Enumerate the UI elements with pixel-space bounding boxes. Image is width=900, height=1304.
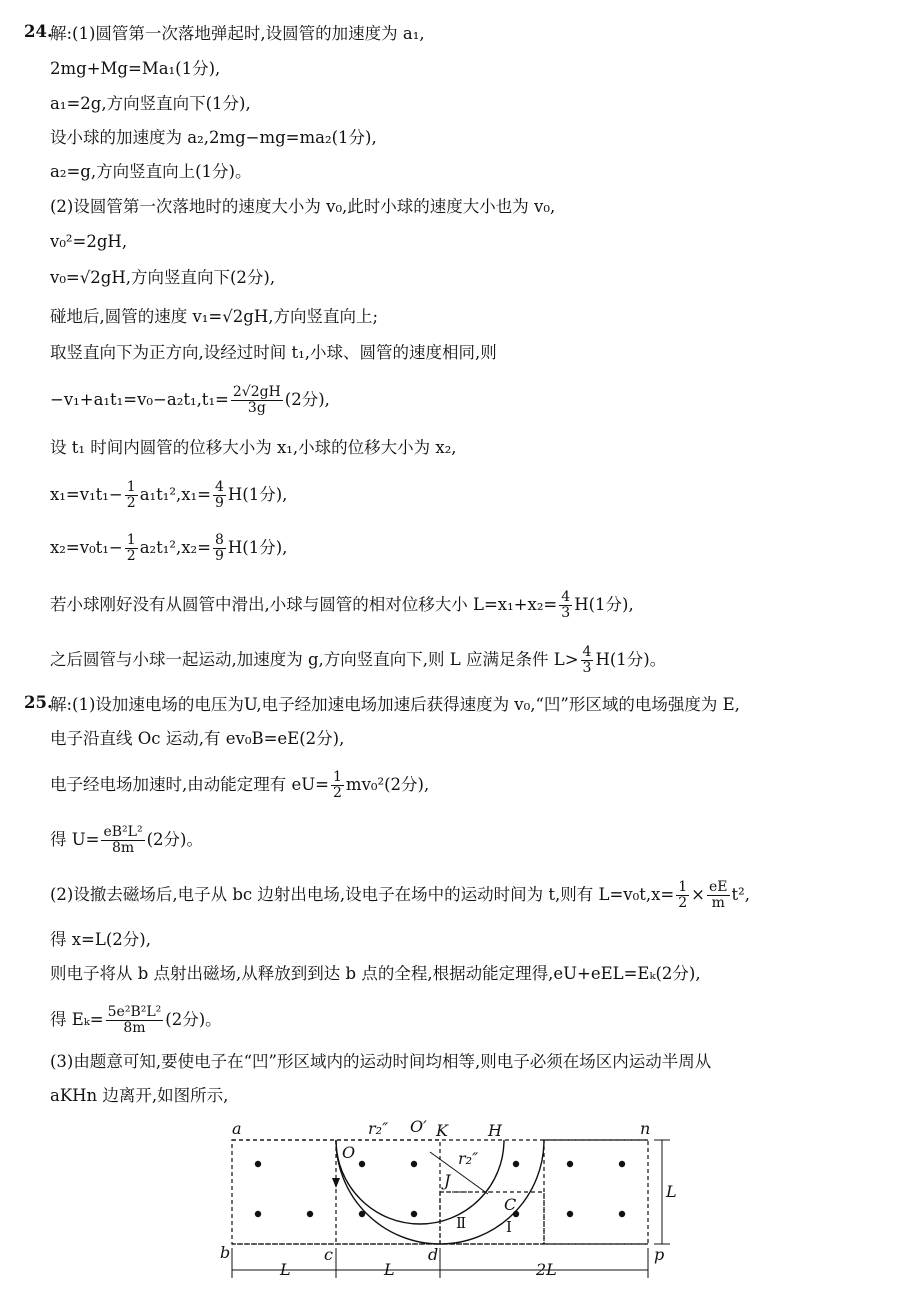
label-n: n — [640, 1119, 651, 1138]
q24-line-16 — [50, 645, 666, 676]
fraction-t1 — [231, 385, 283, 416]
numerator: 1 — [678, 879, 688, 895]
q24-l14-tail: H(1分), — [227, 538, 288, 557]
q24-l13-tail: H(1分), — [227, 485, 288, 504]
q24-l14-text: x₂=v₀t₁− — [50, 538, 123, 557]
q25-line-8 — [50, 1005, 222, 1036]
q25-l5-tail: t², — [731, 885, 751, 904]
q24-line-3: a₁=2g,方向竖直向下(1分), — [50, 94, 251, 113]
fraction-Ek — [106, 1005, 164, 1036]
q24-line-8: v₀=√2gH,方向竖直向下(2分), — [50, 268, 276, 287]
q25-line-1: 解:(1)设加速电场的电压为U,电子经加速电场加速后获得速度为 v₀,“凹”形区域的电场强度为 E, — [50, 695, 740, 714]
q25-l4-text: 得 U= — [50, 830, 100, 849]
q25-l5-text: (2)设撤去磁场后,电子从 bc 边射出电场,设电子在场中的运动时间为 t,则有 L=v₀t,x= — [50, 885, 675, 904]
label-r2-mid: r₂″ — [458, 1149, 479, 1168]
q24-l13-mid: a₁t₁²,x₁= — [139, 485, 211, 504]
field-region-figure — [210, 1118, 690, 1300]
label-K: K — [436, 1121, 448, 1140]
q25-line-6: 得 x=L(2分), — [50, 930, 151, 949]
q25-line-5 — [50, 880, 750, 911]
q24-line-1: 解:(1)圆管第一次落地弹起时,设圆管的加速度为 a₁, — [50, 24, 425, 43]
numerator: eE — [709, 879, 728, 895]
numerator: 1 — [126, 532, 136, 548]
fraction-eE-m — [707, 880, 730, 911]
q24-line-9: 碰地后,圆管的速度 v₁=√2gH,方向竖直向上; — [50, 307, 379, 326]
denominator: 9 — [215, 548, 224, 564]
q24-line-11 — [50, 385, 330, 416]
q25-line-9: (3)由题意可知,要使电子在“凹”形区域内的运动时间均相等,则电子必须在场区内运动半周从 — [50, 1052, 712, 1071]
q24-l16-tail: H(1分)。 — [595, 650, 667, 669]
denominator: 2 — [126, 495, 136, 511]
q25-l8-tail: (2分)。 — [165, 1010, 222, 1029]
denominator: 2 — [678, 895, 688, 911]
q25-line-3 — [50, 770, 429, 801]
q25-line-4 — [50, 825, 203, 856]
fraction-half — [125, 533, 138, 564]
q24-line-2: 2mg+Mg=Ma₁(1分), — [50, 59, 221, 78]
q24-line-5: a₂=g,方向竖直向上(1分)。 — [50, 162, 252, 181]
numerator: 2√2gH — [232, 384, 281, 400]
label-C: C — [504, 1195, 517, 1214]
q24-line-13 — [50, 480, 287, 511]
q25-l8-text: 得 Eₖ= — [50, 1010, 104, 1029]
label-H: H — [488, 1121, 502, 1140]
dim-2L: 2L — [536, 1260, 557, 1279]
denominator: 3 — [582, 660, 592, 676]
denominator: 8m — [111, 840, 135, 856]
q24-line-4: 设小球的加速度为 a₂,2mg−mg=ma₂(1分), — [50, 128, 377, 147]
denominator: 9 — [215, 495, 224, 511]
denominator: m — [711, 895, 725, 911]
denominator: 3 — [561, 605, 571, 621]
numerator: 4 — [215, 479, 224, 495]
fraction-half — [125, 480, 138, 511]
numerator: 1 — [126, 479, 136, 495]
q25-line-2: 电子沿直线 Oc 运动,有 ev₀B=eE(2分), — [50, 729, 345, 748]
down-arrow-icon — [332, 1178, 340, 1188]
q25-line-7: 则电子将从 b 点射出磁场,从释放到到达 b 点的全程,根据动能定理得,eU+eEL=Eₖ(2分), — [50, 964, 701, 983]
q24-line-10: 取竖直向下为正方向,设经过时间 t₁,小球、圆管的速度相同,则 — [50, 343, 497, 362]
dim-L-2: L — [384, 1260, 395, 1279]
dim-L-1: L — [280, 1260, 291, 1279]
q24-line-15 — [50, 590, 634, 621]
numerator: 5e²B²L² — [107, 1004, 162, 1020]
fraction-8-9 — [213, 533, 226, 564]
q25-l4-tail: (2分)。 — [146, 830, 203, 849]
question-number-25: 25. — [24, 693, 53, 712]
label-arc-I: Ⅰ — [506, 1218, 512, 1236]
denominator: 2 — [333, 785, 342, 801]
q24-line-6: (2)设圆管第一次落地时的速度大小为 v₀,此时小球的速度大小也为 v₀, — [50, 197, 556, 216]
label-c: c — [324, 1245, 333, 1264]
times-sign: × — [691, 885, 705, 904]
figure-svg — [210, 1118, 690, 1300]
fraction-half — [331, 770, 344, 801]
label-p: p — [654, 1245, 665, 1264]
label-arc-II: Ⅱ — [456, 1214, 467, 1232]
label-O: O — [342, 1143, 356, 1162]
q25-l3-tail: mv₀²(2分), — [345, 775, 430, 794]
denominator: 2 — [126, 548, 136, 564]
numerator: 1 — [333, 769, 342, 785]
fraction-4-3 — [559, 590, 572, 621]
label-r2-top: r₂″ — [368, 1119, 389, 1138]
q24-l13-text: x₁=v₁t₁− — [50, 485, 123, 504]
q24-l15-tail: H(1分), — [574, 595, 634, 614]
label-O-prime: O′ — [410, 1118, 427, 1136]
numerator: 4 — [561, 589, 571, 605]
numerator: 8 — [215, 532, 224, 548]
numerator: 4 — [582, 644, 592, 660]
label-d: d — [428, 1245, 439, 1264]
q24-line-12: 设 t₁ 时间内圆管的位移大小为 x₁,小球的位移大小为 x₂, — [50, 438, 457, 457]
q24-l16-text: 之后圆管与小球一起运动,加速度为 g,方向竖直向下,则 L 应满足条件 L> — [50, 650, 579, 669]
q24-l15-text: 若小球刚好没有从圆管中滑出,小球与圆管的相对位移大小 L=x₁+x₂= — [50, 595, 558, 614]
q24-l14-mid: a₂t₁²,x₂= — [139, 538, 211, 557]
dimension-lines — [232, 1140, 670, 1278]
dim-L-vertical: L — [666, 1182, 677, 1201]
fraction-4-3 — [581, 645, 594, 676]
numerator: eB²L² — [103, 824, 143, 840]
label-J: J — [444, 1171, 451, 1190]
denominator: 3g — [247, 400, 266, 416]
fraction-4-9 — [213, 480, 226, 511]
denominator: 8m — [123, 1020, 146, 1036]
q24-l11-tail: (2分), — [284, 390, 330, 409]
q24-line-14 — [50, 533, 287, 564]
q25-l3-text: 电子经电场加速时,由动能定理有 eU= — [50, 775, 329, 794]
label-b: b — [220, 1243, 231, 1262]
fraction-U — [101, 825, 144, 856]
label-a: a — [232, 1119, 242, 1138]
fraction-half — [676, 880, 689, 911]
q25-line-10: aKHn 边离开,如图所示, — [50, 1086, 229, 1105]
q24-line-7: v₀²=2gH, — [50, 232, 128, 251]
question-number-24: 24. — [24, 22, 53, 41]
q24-l11-text: −v₁+a₁t₁=v₀−a₂t₁,t₁= — [50, 390, 229, 409]
right-field-region — [544, 1140, 648, 1244]
